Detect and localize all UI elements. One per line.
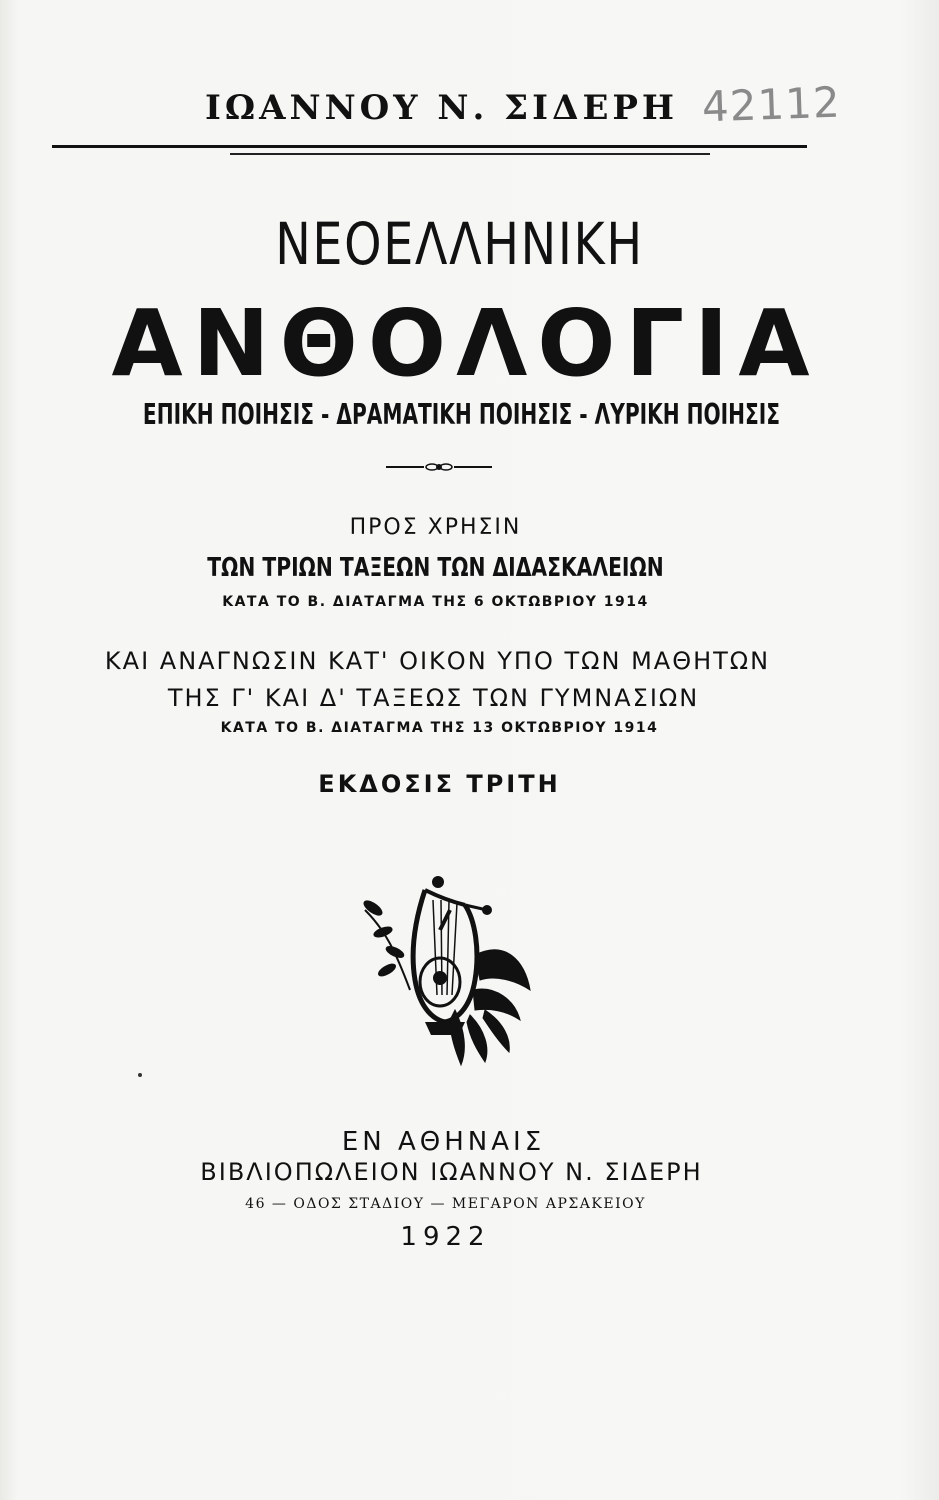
usage-line-4: ΚΑΙ ΑΝΑΓΝΩΣΙΝ ΚΑΤ' ΟΙΚΟΝ ΥΠΟ ΤΩΝ ΜΑΘΗΤΩΝ <box>104 647 771 675</box>
imprint-place: ΕΝ ΑΘΗΝΑΙΣ <box>341 1127 546 1157</box>
imprint-publisher: ΒΙΒΛΙΟΠΩΛΕΙΟΝ ΙΩΑΝΝΟΥ Ν. ΣΙΔΕΡΗ <box>200 1158 703 1186</box>
imprint-address: 46 — ΟΔΟΣ ΣΤΑΔΙΟΥ — ΜΕΓΑΡΟΝ ΑΡΣΑΚΕΙΟΥ <box>245 1196 646 1212</box>
handwritten-shelfmark: 42112 <box>701 77 842 132</box>
usage-line-3: ΚΑΤΑ ΤΟ Β. ΔΙΑΤΑΓΜΑ ΤΗΣ 6 ΟΚΤΩΒΡΙΟΥ 1914 <box>222 594 649 610</box>
top-rule-secondary <box>230 153 710 155</box>
speck <box>138 1073 142 1077</box>
usage-line-6: ΚΑΤΑ ΤΟ Β. ΔΙΑΤΑΓΜΑ ΤΗΣ 13 ΟΚΤΩΒΡΙΟΥ 1914 <box>220 720 659 736</box>
title-line-2: ΑΝΘΟΛΟΓΙΑ <box>111 290 820 397</box>
top-rule <box>52 145 807 148</box>
subtitle: ΕΠΙΚΗ ΠΟΙΗΣΙΣ - ΔΡΑΜΑΤΙΚΗ ΠΟΙΗΣΙΣ - ΛΥΡΙΚΗ ΠΟΙΗΣΙΣ <box>142 398 781 431</box>
edition: ΕΚΔΟΣΙΣ ΤΡΙΤΗ <box>318 770 561 798</box>
ornament-divider-icon <box>384 460 494 474</box>
title-line-1: ΝΕΟΕΛΛΗΝΙΚΗ <box>275 210 644 278</box>
usage-line-5: ΤΗΣ Γ' ΚΑΙ Δ' ΤΑΞΕΩΣ ΤΩΝ ΓΥΜΝΑΣΙΩΝ <box>167 684 700 712</box>
usage-line-2: ΤΩΝ ΤΡΙΩΝ ΤΑΞΕΩΝ ΤΩΝ ΔΙΔΑΣΚΑΛΕΙΩΝ <box>207 553 664 583</box>
lyre-emblem-icon <box>355 870 535 1070</box>
imprint-year: 1922 <box>400 1222 491 1252</box>
usage-line-1: ΠΡΟΣ ΧΡΗΣΙΝ <box>349 515 522 540</box>
author-name: ΙΩΑΝΝΟΥ Ν. ΣΙΔΕΡΗ <box>204 88 679 128</box>
